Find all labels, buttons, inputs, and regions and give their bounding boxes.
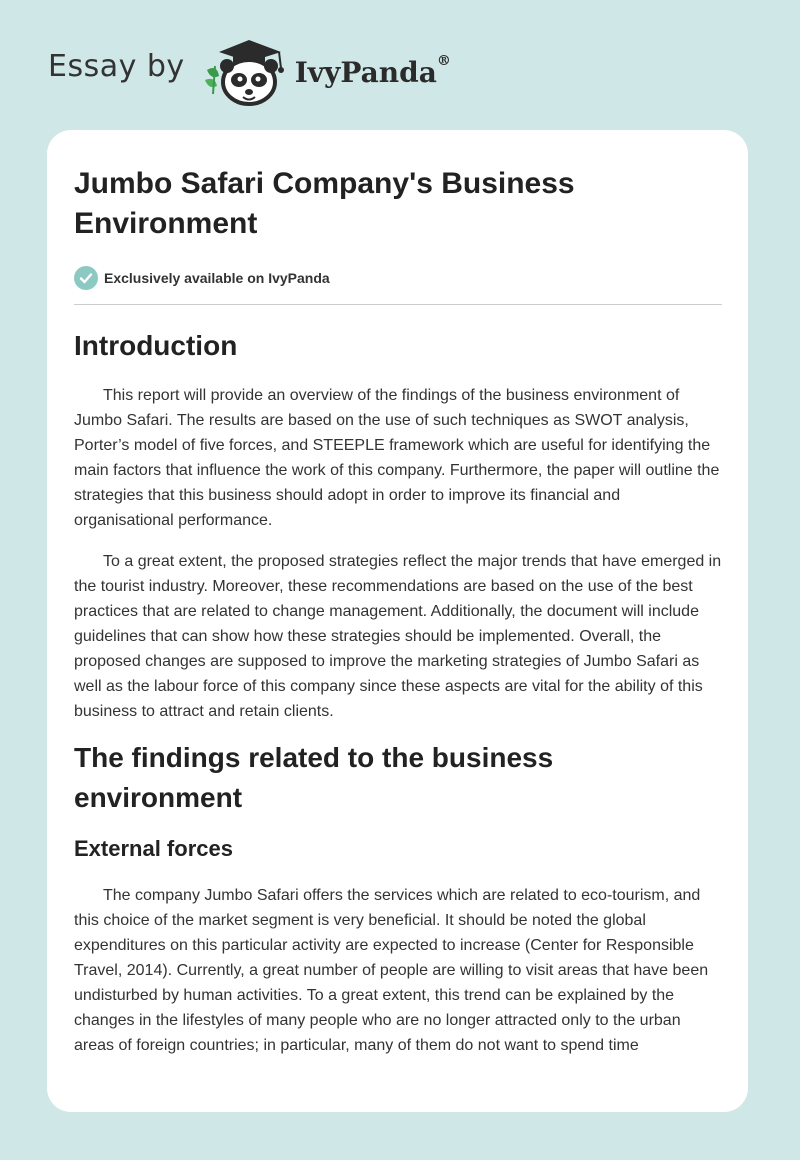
external-forces-paragraph: The company Jumbo Safari offers the services which are related to eco-tourism, and this choice of the market segment is very beneficial. It should be noted the global expenditures on this particular activity are expected to increase (Center for Responsible Travel, 2014). Currently, a great number of people are willing to visit areas that have been undisturbed by human activities. To a great extent, this trend can be explained by the changes in the lifestyles of many people who are no longer attracted only to the urban areas of foreign countries; in particular, many of them do not want to spend time xyxy=(74,887,709,1054)
findings-heading: The findings related to the business environment xyxy=(74,742,554,813)
intro-paragraph-2: To a great extent, the proposed strategies reflect the major trends that have emerged in the tourist industry. Moreover, these recommendations are based on the use of the best practices that are related to change management. Additionally, the document will include guidelines that can show how these strategies should be implemented. Overall, the proposed changes are supposed to improve the marketing strategies of Jumbo Safari as well as the labour force of this company since these aspects are vital for the ability of this business to attract and retain clients. xyxy=(74,553,722,720)
title-divider xyxy=(74,304,722,305)
essay-by-label: Essay by xyxy=(48,48,185,84)
article-card xyxy=(47,130,748,1112)
exclusive-badge xyxy=(74,266,722,290)
intro-heading: Introduction xyxy=(74,330,238,361)
registered-mark: ® xyxy=(436,53,451,70)
check-icon xyxy=(74,266,98,290)
external-forces-heading: External forces xyxy=(74,836,233,861)
panda-graduate-icon xyxy=(199,30,291,110)
intro-paragraph-1: This report will provide an overview of the findings of the business environment of Jumbo Safari. The results are based on the use of such techniques as SWOT analysis, Porter’s model of five forces, and STEEPLE framework which are useful for identifying the main factors that influence the work of this company. Furthermore, the paper will outline the strategies that this business should adopt in order to improve its financial and organisational performance. xyxy=(74,387,720,529)
ivypanda-logo[interactable] xyxy=(199,30,451,110)
brand-text: IvyPanda xyxy=(294,55,437,89)
site-header xyxy=(48,30,648,110)
brand-name xyxy=(294,53,451,89)
article-title: Jumbo Safari Company's Business Environment xyxy=(74,167,575,240)
exclusive-label: Exclusively available on IvyPanda xyxy=(104,270,330,286)
